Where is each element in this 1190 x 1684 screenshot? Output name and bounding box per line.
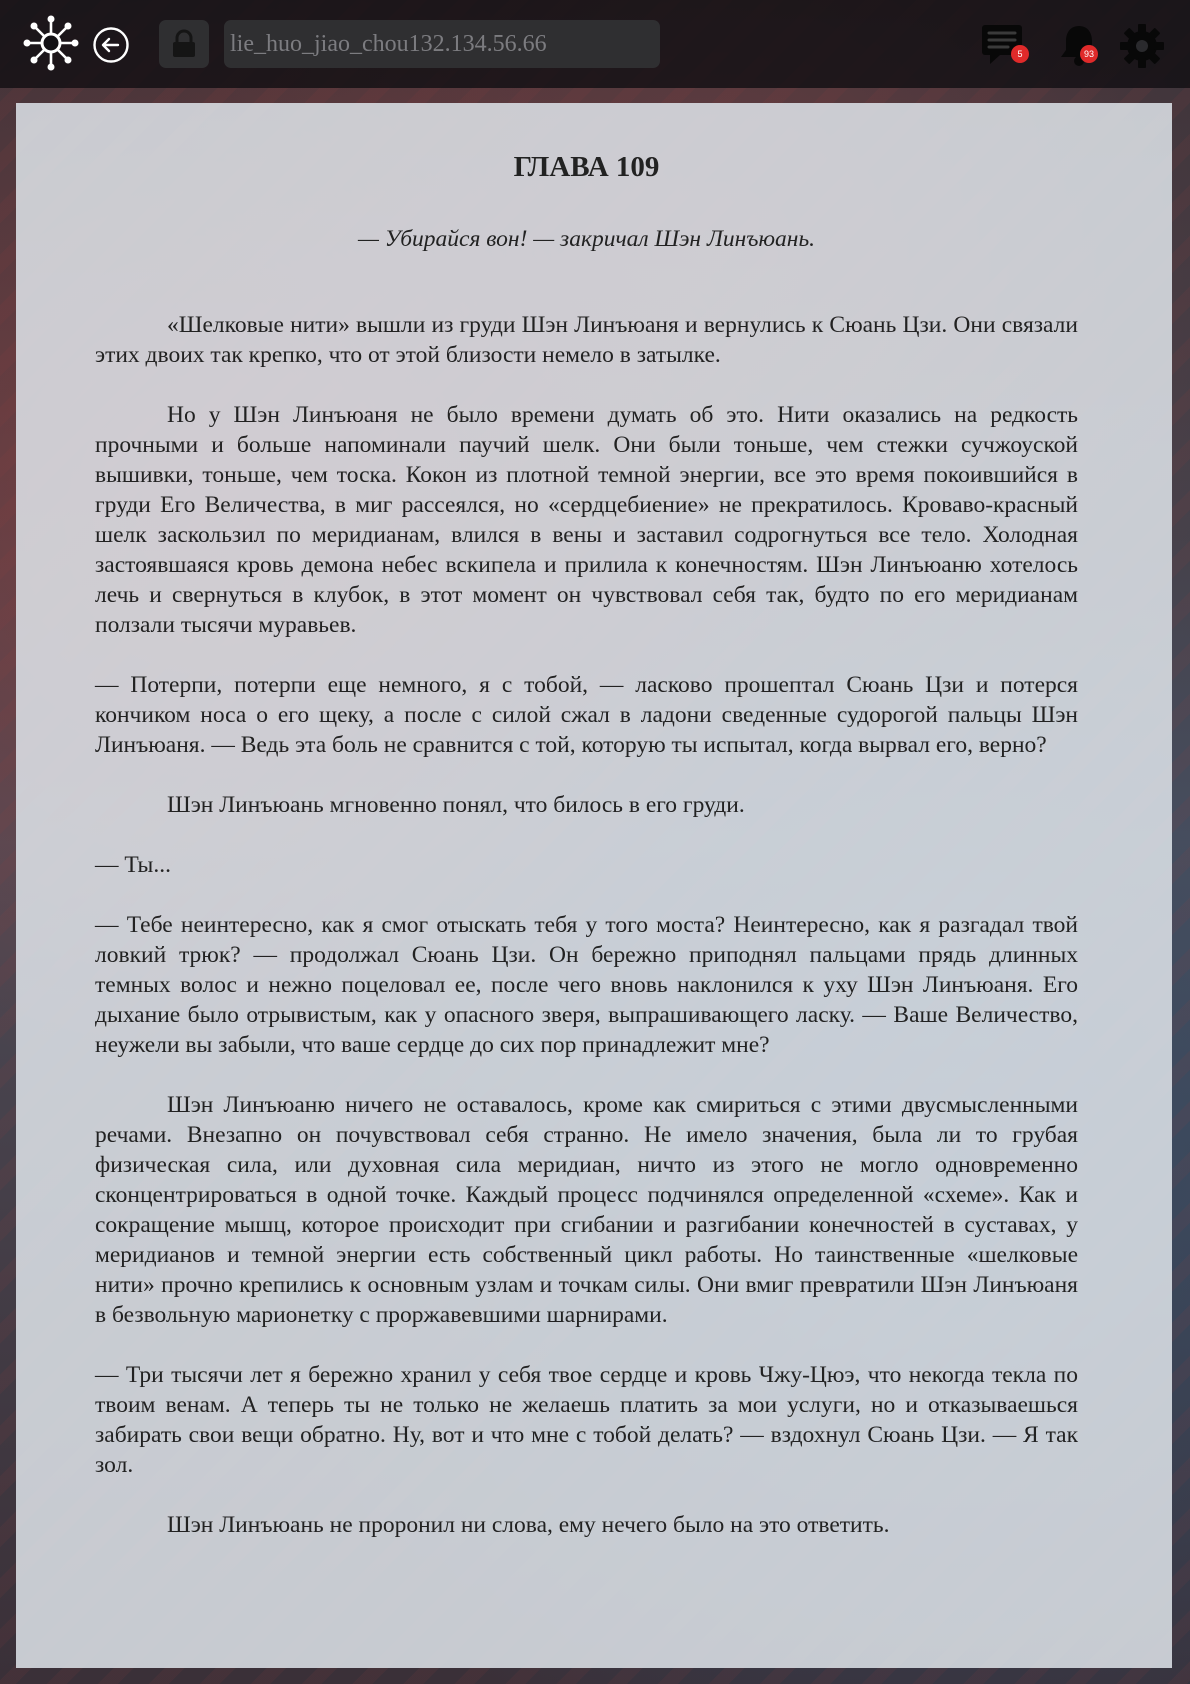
top-bar [0, 0, 1190, 88]
paragraph: — Три тысячи лет я бережно хранил у себя твое сердце и кровь Чжу-Цюэ, что некогда текла по твоим венам. А теперь ты не только не желаешь платить за мои услуги, но и отказываешься забирать свои вещи обратно. Ну, вот и что мне с тобой делать? — вздохнул Сюань Цзи. — Я так зол. [95, 1362, 1078, 1478]
paragraph: — Тебе неинтересно, как я смог отыскать тебя у того моста? Неинтересно, как я разгадал твой ловкий трюк? — продолжал Сюань Цзи. Он бережно приподнял пальцами прядь длинных темных волос и нежно поцеловал ее, после чего вновь наклонился к уху Шэн Линъюаня. Его дыхание было отрывистым, как у опасного зверя, выпрашивающего ласку. — Ваше Величество, неужели вы забыли, что ваше сердце до сих пор принадлежит мне? [95, 912, 1078, 1058]
lock-button[interactable] [159, 20, 209, 68]
paragraph: — Потерпи, потерпи еще немного, я с тобой, — ласково прошептал Сюань Цзи и потерся кончиком носа о его щеку, а после с силой сжал в ладони сведенные судорогой пальцы Шэн Линъюаня. — Ведь эта боль не сравнится с той, которую ты испытал, когда вырвал его, верно? [95, 672, 1078, 758]
address-field[interactable]: lie_huo_jiao_chou132.134.56.66 [224, 20, 660, 68]
gear-icon[interactable] [1118, 22, 1166, 70]
chapter-title: ГЛАВА 109 [513, 151, 660, 183]
chapter-page [16, 103, 1172, 1668]
messages-badge: 5 [1011, 45, 1029, 63]
chapter-epigraph: — Убирайся вон! — закричал Шэн Линъюань. [357, 226, 816, 252]
bell-icon[interactable] [1054, 20, 1104, 70]
paragraph: «Шелковые нити» вышли из груди Шэн Линъюаня и вернулись к Сюань Цзи. Они связали этих двоих так крепко, что от этой близости немело в затылке. [95, 312, 1078, 368]
paragraph: Шэн Линъюань мгновенно понял, что билось в его груди. [167, 792, 745, 818]
lock-icon [170, 29, 198, 59]
paragraph: Шэн Линъюаню ничего не оставалось, кроме как смириться с этими двусмысленными речами. Внезапно он почувствовал себя странно. Не имело значения, была ли то грубая физическая сила, или духовная сила меридиан, ничто из этого не могло одновременно сконцентрироваться в одной точке. Каждый процесс подчинялся определенной «схеме». Как и сокращение мышц, которое происходит при сгибании и разгибании конечностей в суставах, у меридианов и темной энергии есть собственный цикл работы. Но таинственные «шелковые нити» прочно крепились к основным узлам и точкам силы. Они вмиг превратили Шэн Линъюаня в безвольную марионетку с проржавевшими шарнирами. [95, 1092, 1078, 1328]
network-logo-icon[interactable] [22, 14, 80, 72]
chapter-body [95, 310, 1078, 1540]
notifications-badge: 93 [1080, 45, 1098, 63]
paragraph: Шэн Линъюань не проронил ни слова, ему нечего было на это ответить. [167, 1512, 890, 1538]
paragraph: — Ты... [95, 852, 171, 878]
back-arrow-icon[interactable] [92, 26, 130, 64]
paragraph: Но у Шэн Линъюаня не было времени думать об это. Нити оказались на редкость прочными и больше напоминали паучий шелк. Они были тоньше, чем стежки сучжоуской вышивки, тоньше, чем тоска. Кокон из плотной темной энергии, все это время покоившийся в груди Его Величества, в миг рассеялся, но «сердцебиение» не прекратилось. Кроваво-красный шелк заскользил по меридианам, влился в вены и заставил содрогнуться все тело. Холодная застоявшаяся кровь демона небес вскипела и прилила к конечностям. Шэн Линъюаню хотелось лечь и свернуться в клубок, в этот момент он чувствовал себя так, будто по его меридианам ползали тысячи муравьев. [95, 402, 1078, 638]
